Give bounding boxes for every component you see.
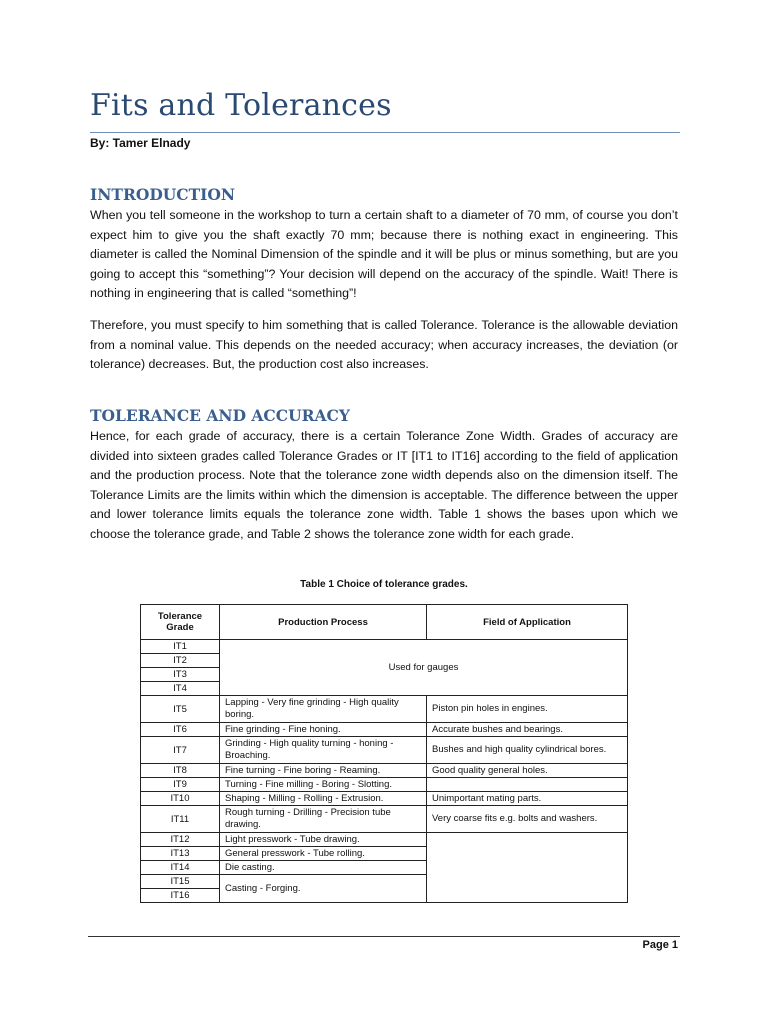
tolerance-grades-table xyxy=(140,604,628,903)
process-cell: Casting - Forging. xyxy=(220,875,427,903)
application-cell-empty xyxy=(427,833,628,903)
application-cell-empty xyxy=(427,778,628,792)
process-cell: Fine grinding - Fine honing. xyxy=(220,723,427,737)
table-row xyxy=(141,778,628,792)
application-cell: Accurate bushes and bearings. xyxy=(427,723,628,737)
table-row xyxy=(141,806,628,833)
section-heading-tolerance-accuracy: TOLERANCE AND ACCURACY xyxy=(90,406,350,425)
table-row xyxy=(141,640,628,654)
grade-cell: IT3 xyxy=(141,668,220,682)
process-cell: General presswork - Tube rolling. xyxy=(220,847,427,861)
table-row xyxy=(141,792,628,806)
process-cell: Rough turning - Drilling - Precision tube drawing. xyxy=(220,806,427,833)
table-row xyxy=(141,764,628,778)
process-cell: Turning - Fine milling - Boring - Slotting. xyxy=(220,778,427,792)
grade-cell: IT2 xyxy=(141,654,220,668)
header-field-of-application: Field of Application xyxy=(427,605,628,640)
grade-cell: IT6 xyxy=(141,723,220,737)
table-header-row xyxy=(141,605,628,640)
grade-cell: IT11 xyxy=(141,806,220,833)
header-production-process: Production Process xyxy=(220,605,427,640)
application-cell: Unimportant mating parts. xyxy=(427,792,628,806)
table-row xyxy=(141,723,628,737)
grade-cell: IT10 xyxy=(141,792,220,806)
grade-cell: IT9 xyxy=(141,778,220,792)
document-title: Fits and Tolerances xyxy=(90,88,392,123)
tolerance-paragraph: Hence, for each grade of accuracy, there is a certain Tolerance Zone Width. Grades of accuracy are divided into sixteen grades called Tolerance Grades or IT [IT1 to IT16] according to the field of application and the production process. Note that the tolerance zone width depends also on the dimension itself. The Tolerance Limits are the limits within which the dimension is acceptable. The difference between the upper and lower tolerance limits equals the tolerance zone width. Table 1 shows the bases upon which we choose the tolerance grade, and Table 2 shows the tolerance zone width for each grade. xyxy=(90,429,678,541)
grade-cell: IT4 xyxy=(141,682,220,696)
table-caption: Table 1 Choice of tolerance grades. xyxy=(300,579,468,590)
grade-cell: IT16 xyxy=(141,889,220,903)
grade-cell: IT1 xyxy=(141,640,220,654)
table-row xyxy=(141,737,628,764)
process-cell: Lapping - Very fine grinding - High quality boring. xyxy=(220,696,427,723)
grade-cell: IT13 xyxy=(141,847,220,861)
application-cell: Bushes and high quality cylindrical bores. xyxy=(427,737,628,764)
grade-cell: IT12 xyxy=(141,833,220,847)
table-row xyxy=(141,696,628,723)
header-tolerance-grade: Tolerance Grade xyxy=(141,605,220,640)
application-cell: Good quality general holes. xyxy=(427,764,628,778)
grade-cell: IT15 xyxy=(141,875,220,889)
footer-rule xyxy=(88,936,680,937)
process-cell: Grinding - High quality turning - honing - Broaching. xyxy=(220,737,427,764)
grade-cell: IT14 xyxy=(141,861,220,875)
grade-cell: IT5 xyxy=(141,696,220,723)
process-cell: Shaping - Milling - Rolling - Extrusion. xyxy=(220,792,427,806)
process-cell: Light presswork - Tube drawing. xyxy=(220,833,427,847)
intro-paragraph-1: When you tell someone in the workshop to turn a certain shaft to a diameter of 70 mm, of course you don’t expect him to give you the shaft exactly 70 mm; because there is nothing exact in engineering. This diameter is called the Nominal Dimension of the spindle and it will be plus or minus something, but are you going to accept this “something”? Your decision will depend on the accuracy of the spindle. Wait! There is nothing in engineering that is called “something”! xyxy=(90,208,678,300)
application-cell: Very coarse fits e.g. bolts and washers. xyxy=(427,806,628,833)
application-cell: Piston pin holes in engines. xyxy=(427,696,628,723)
process-cell: Fine turning - Fine boring - Reaming. xyxy=(220,764,427,778)
intro-paragraph-2: Therefore, you must specify to him something that is called Tolerance. Tolerance is the allowable deviation from a nominal value. This depends on the needed accuracy; when accuracy increases, the deviation (or tolerance) decreases. But, the production cost also increases. xyxy=(90,318,678,371)
process-cell: Die casting. xyxy=(220,861,427,875)
section-heading-introduction: INTRODUCTION xyxy=(90,185,236,204)
grade-cell: IT8 xyxy=(141,764,220,778)
grade-cell: IT7 xyxy=(141,737,220,764)
table-row xyxy=(141,833,628,847)
page-number: Page 1 xyxy=(642,939,678,951)
title-underline xyxy=(90,132,680,133)
gauges-cell: Used for gauges xyxy=(220,640,628,696)
author-line: By: Tamer Elnady xyxy=(90,136,191,150)
